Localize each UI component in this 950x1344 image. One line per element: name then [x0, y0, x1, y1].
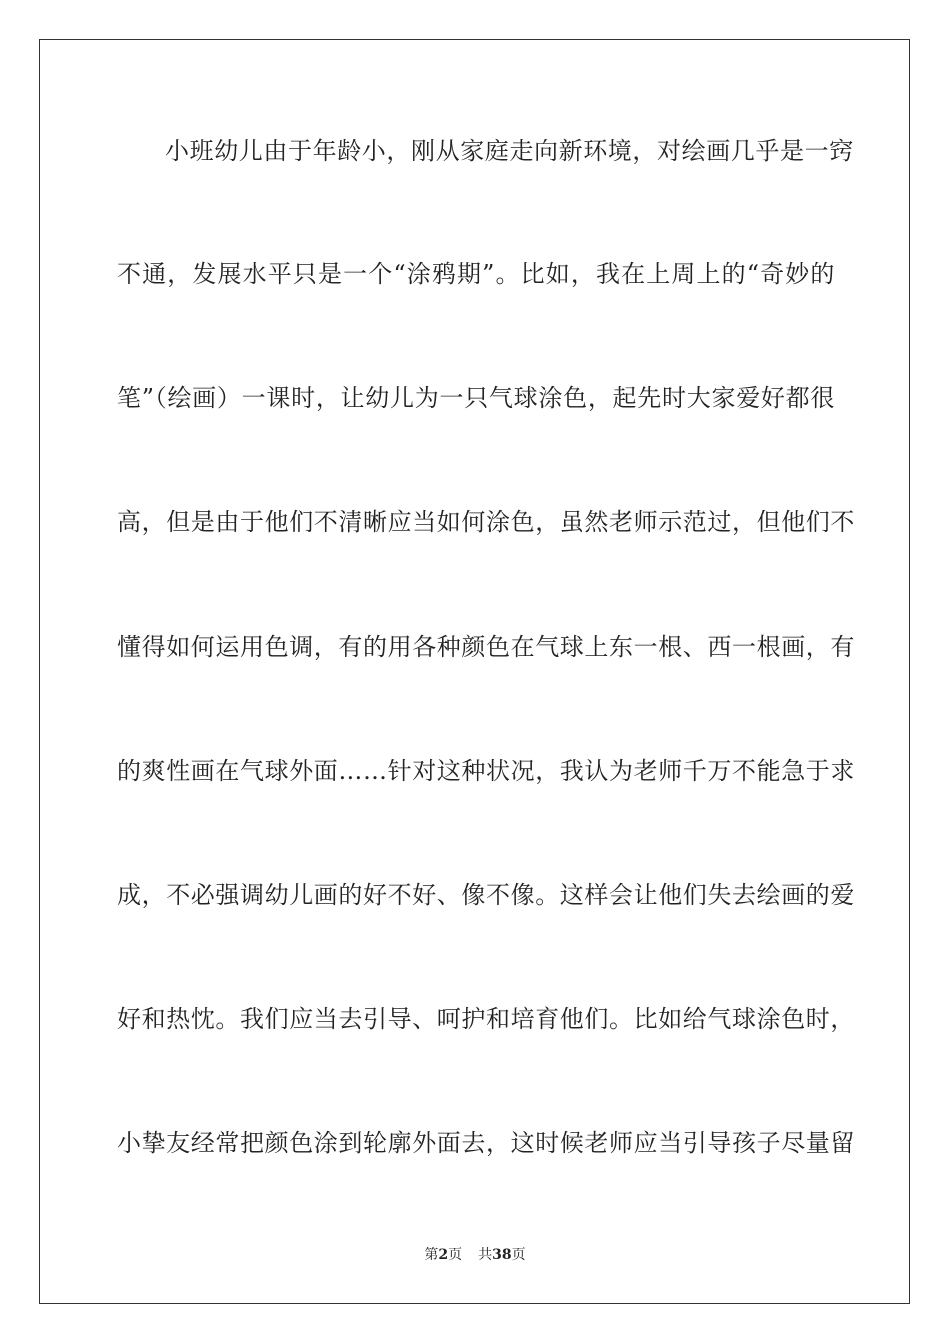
paragraph-line-8: 好和热忱。我们应当去引导、呵护和培育他们。比如给气球涂色时， — [117, 1005, 855, 1033]
paragraph-line-9: 小挚友经常把颜色涂到轮廓外面去，这时候老师应当引导孩子尽量留 — [117, 1129, 855, 1157]
total-prefix: 共 — [478, 1247, 493, 1263]
paragraph-line-4: 高，但是由于他们不清晰应当如何涂色，虽然老师示范过，但他们不 — [117, 508, 855, 536]
total-pages: 38 — [492, 1247, 512, 1263]
total-suffix: 页 — [511, 1247, 526, 1263]
paragraph-line-2: 不通，发展水平只是一个“涂鸦期”。比如，我在上周上的“奇妙的 — [117, 260, 835, 288]
paragraph-line-5: 懂得如何运用色调，有的用各种颜色在气球上东一根、西一根画，有 — [117, 633, 855, 661]
page-prefix: 第 — [424, 1247, 439, 1263]
paragraph-line-6: 的爽性画在气球外面……针对这种状况，我认为老师千万不能急于求 — [117, 757, 855, 785]
page-footer — [0, 1244, 950, 1264]
page-suffix: 页 — [448, 1247, 463, 1263]
paragraph-line-1: 小班幼儿由于年龄小，刚从家庭走向新环境，对绘画几乎是一窍 — [165, 137, 854, 165]
paragraph-line-3: 笔”（绘画）一课时，让幼儿为一只气球涂色，起先时大家爱好都很 — [117, 384, 835, 412]
page-number: 2 — [438, 1247, 449, 1263]
page-border — [39, 39, 910, 1304]
paragraph-line-7: 成，不必强调幼儿画的好不好、像不像。这样会让他们失去绘画的爱 — [117, 881, 855, 909]
